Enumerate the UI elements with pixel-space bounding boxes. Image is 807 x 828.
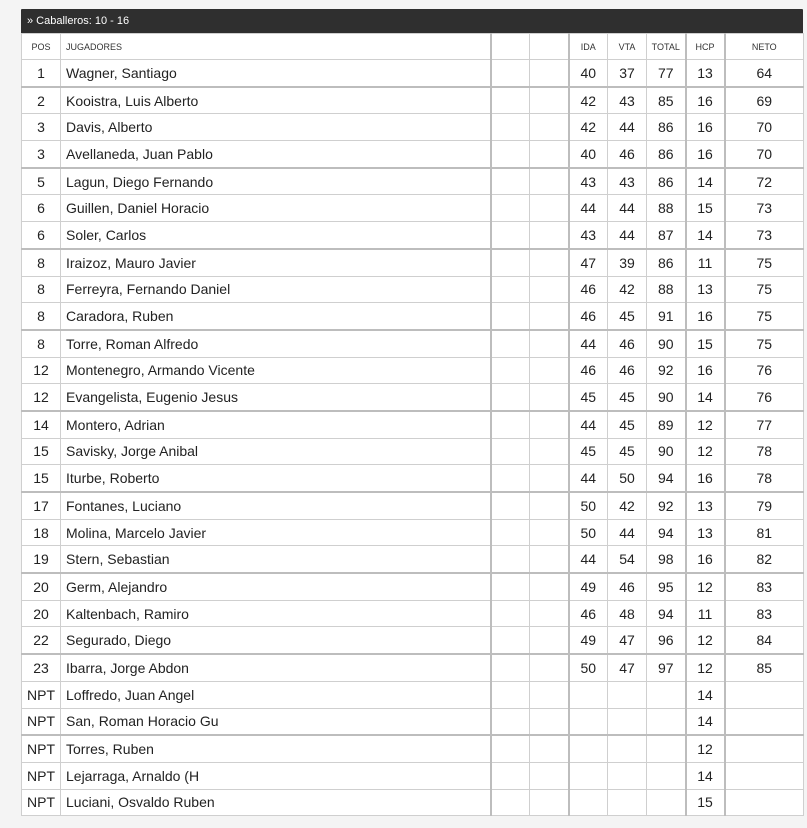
cell-neto: 75 xyxy=(725,249,804,276)
cell-vta: 44 xyxy=(608,519,647,546)
cell-total: 86 xyxy=(647,249,686,276)
cell-neto: 69 xyxy=(725,87,804,114)
cell-total: 97 xyxy=(647,654,686,681)
table-row xyxy=(22,600,804,627)
cell-blank xyxy=(530,195,569,222)
table-row xyxy=(22,465,804,492)
table-row xyxy=(22,708,804,735)
cell-hcp: 13 xyxy=(686,492,725,519)
cell-player-name: Torre, Roman Alfredo xyxy=(61,330,491,357)
cell-blank xyxy=(491,357,530,384)
cell-neto: 85 xyxy=(725,654,804,681)
cell-neto: 78 xyxy=(725,438,804,465)
cell-blank xyxy=(530,627,569,654)
cell-ida: 43 xyxy=(569,168,608,195)
cell-hcp: 14 xyxy=(686,384,725,411)
cell-player-name: Fontanes, Luciano xyxy=(61,492,491,519)
cell-pos: 8 xyxy=(22,276,61,303)
cell-vta: 39 xyxy=(608,249,647,276)
cell-neto: 70 xyxy=(725,141,804,168)
cell-player-name: Soler, Carlos xyxy=(61,222,491,249)
cell-pos: 6 xyxy=(22,195,61,222)
cell-blank xyxy=(491,330,530,357)
cell-neto: 64 xyxy=(725,60,804,87)
cell-pos: 20 xyxy=(22,573,61,600)
cell-neto: 76 xyxy=(725,384,804,411)
cell-blank xyxy=(530,519,569,546)
cell-player-name: Montero, Adrian xyxy=(61,411,491,438)
header-vta: VTA xyxy=(608,34,647,60)
cell-hcp: 15 xyxy=(686,195,725,222)
cell-player-name: Germ, Alejandro xyxy=(61,573,491,600)
header-hcp: HCP xyxy=(686,34,725,60)
cell-pos: 8 xyxy=(22,330,61,357)
cell-player-name: Ferreyra, Fernando Daniel xyxy=(61,276,491,303)
cell-pos: 1 xyxy=(22,60,61,87)
cell-pos: 12 xyxy=(22,357,61,384)
cell-neto xyxy=(725,681,804,708)
cell-hcp: 14 xyxy=(686,168,725,195)
cell-player-name: Iturbe, Roberto xyxy=(61,465,491,492)
header-neto: NETO xyxy=(725,34,804,60)
cell-hcp: 12 xyxy=(686,411,725,438)
table-row xyxy=(22,357,804,384)
header-ida: IDA xyxy=(569,34,608,60)
cell-pos: 8 xyxy=(22,249,61,276)
table-row xyxy=(22,195,804,222)
cell-blank xyxy=(491,60,530,87)
cell-hcp: 12 xyxy=(686,438,725,465)
cell-ida: 46 xyxy=(569,357,608,384)
cell-blank xyxy=(530,330,569,357)
table-row xyxy=(22,519,804,546)
cell-neto: 78 xyxy=(725,465,804,492)
cell-blank xyxy=(530,465,569,492)
table-row xyxy=(22,60,804,87)
cell-player-name: Stern, Sebastian xyxy=(61,546,491,573)
cell-player-name: Evangelista, Eugenio Jesus xyxy=(61,384,491,411)
cell-blank xyxy=(491,735,530,762)
cell-total: 90 xyxy=(647,330,686,357)
cell-total: 89 xyxy=(647,411,686,438)
cell-total xyxy=(647,681,686,708)
cell-pos: NPT xyxy=(22,735,61,762)
cell-pos: 2 xyxy=(22,87,61,114)
cell-hcp: 16 xyxy=(686,357,725,384)
cell-total xyxy=(647,762,686,789)
cell-total: 86 xyxy=(647,168,686,195)
cell-blank xyxy=(530,303,569,330)
table-row xyxy=(22,384,804,411)
cell-player-name: Kooistra, Luis Alberto xyxy=(61,87,491,114)
table-header xyxy=(22,34,804,60)
table-row xyxy=(22,762,804,789)
leaderboard-table xyxy=(21,33,804,816)
cell-pos: 12 xyxy=(22,384,61,411)
cell-ida: 49 xyxy=(569,573,608,600)
cell-blank xyxy=(530,789,569,816)
cell-total: 90 xyxy=(647,438,686,465)
cell-neto: 76 xyxy=(725,357,804,384)
table-row xyxy=(22,276,804,303)
cell-pos: 6 xyxy=(22,222,61,249)
cell-hcp: 12 xyxy=(686,735,725,762)
cell-total: 88 xyxy=(647,276,686,303)
cell-pos: NPT xyxy=(22,762,61,789)
cell-vta: 42 xyxy=(608,492,647,519)
cell-vta: 46 xyxy=(608,357,647,384)
header-jugadores: JUGADORES xyxy=(61,34,491,60)
cell-ida: 40 xyxy=(569,60,608,87)
cell-player-name: Wagner, Santiago xyxy=(61,60,491,87)
cell-blank xyxy=(491,222,530,249)
cell-player-name: Loffredo, Juan Angel xyxy=(61,681,491,708)
cell-vta: 43 xyxy=(608,168,647,195)
cell-neto: 83 xyxy=(725,573,804,600)
cell-pos: NPT xyxy=(22,681,61,708)
table-row xyxy=(22,681,804,708)
cell-pos: 8 xyxy=(22,303,61,330)
cell-blank xyxy=(491,681,530,708)
cell-blank xyxy=(530,114,569,141)
cell-hcp: 13 xyxy=(686,60,725,87)
cell-pos: 18 xyxy=(22,519,61,546)
cell-blank xyxy=(491,654,530,681)
table-row xyxy=(22,492,804,519)
table-row xyxy=(22,789,804,816)
cell-ida xyxy=(569,789,608,816)
cell-ida xyxy=(569,681,608,708)
cell-blank xyxy=(530,411,569,438)
cell-player-name: Caradora, Ruben xyxy=(61,303,491,330)
cell-vta: 44 xyxy=(608,195,647,222)
cell-player-name: Iraizoz, Mauro Javier xyxy=(61,249,491,276)
cell-blank xyxy=(530,654,569,681)
cell-ida: 46 xyxy=(569,600,608,627)
cell-hcp: 11 xyxy=(686,249,725,276)
cell-hcp: 14 xyxy=(686,681,725,708)
cell-vta xyxy=(608,708,647,735)
cell-blank xyxy=(530,141,569,168)
cell-blank xyxy=(530,384,569,411)
cell-ida: 46 xyxy=(569,303,608,330)
cell-vta: 47 xyxy=(608,654,647,681)
cell-blank xyxy=(530,492,569,519)
cell-vta: 46 xyxy=(608,573,647,600)
cell-vta: 45 xyxy=(608,303,647,330)
cell-hcp: 16 xyxy=(686,114,725,141)
cell-total xyxy=(647,735,686,762)
cell-vta: 42 xyxy=(608,276,647,303)
cell-vta xyxy=(608,735,647,762)
cell-pos: 15 xyxy=(22,465,61,492)
results-panel xyxy=(21,9,803,816)
cell-blank xyxy=(491,627,530,654)
cell-vta: 48 xyxy=(608,600,647,627)
cell-hcp: 16 xyxy=(686,303,725,330)
category-title: » Caballeros: 10 - 16 xyxy=(21,9,803,33)
table-row xyxy=(22,411,804,438)
cell-pos: NPT xyxy=(22,708,61,735)
cell-blank xyxy=(491,384,530,411)
cell-pos: 17 xyxy=(22,492,61,519)
cell-blank xyxy=(491,87,530,114)
cell-blank xyxy=(530,735,569,762)
cell-player-name: Savisky, Jorge Anibal xyxy=(61,438,491,465)
cell-blank xyxy=(530,276,569,303)
cell-ida xyxy=(569,708,608,735)
cell-ida: 50 xyxy=(569,492,608,519)
cell-player-name: Kaltenbach, Ramiro xyxy=(61,600,491,627)
cell-ida: 50 xyxy=(569,654,608,681)
cell-hcp: 12 xyxy=(686,654,725,681)
cell-total xyxy=(647,708,686,735)
cell-hcp: 14 xyxy=(686,708,725,735)
cell-neto xyxy=(725,789,804,816)
cell-blank xyxy=(491,195,530,222)
cell-ida: 44 xyxy=(569,411,608,438)
table-row xyxy=(22,114,804,141)
cell-hcp: 12 xyxy=(686,627,725,654)
cell-blank xyxy=(530,168,569,195)
cell-player-name: Ibarra, Jorge Abdon xyxy=(61,654,491,681)
cell-neto: 79 xyxy=(725,492,804,519)
cell-pos: 23 xyxy=(22,654,61,681)
cell-ida: 44 xyxy=(569,330,608,357)
cell-pos: 22 xyxy=(22,627,61,654)
table-row xyxy=(22,654,804,681)
cell-blank xyxy=(530,87,569,114)
cell-blank xyxy=(530,681,569,708)
cell-vta: 37 xyxy=(608,60,647,87)
cell-total: 98 xyxy=(647,546,686,573)
cell-player-name: Luciani, Osvaldo Ruben xyxy=(61,789,491,816)
cell-ida xyxy=(569,762,608,789)
cell-pos: 14 xyxy=(22,411,61,438)
cell-ida: 44 xyxy=(569,546,608,573)
cell-ida xyxy=(569,735,608,762)
cell-total: 77 xyxy=(647,60,686,87)
cell-ida: 46 xyxy=(569,276,608,303)
cell-blank xyxy=(491,438,530,465)
cell-vta: 44 xyxy=(608,114,647,141)
cell-neto: 83 xyxy=(725,600,804,627)
cell-blank xyxy=(491,573,530,600)
table-row xyxy=(22,573,804,600)
cell-total: 87 xyxy=(647,222,686,249)
cell-blank xyxy=(491,519,530,546)
cell-ida: 49 xyxy=(569,627,608,654)
cell-total: 86 xyxy=(647,114,686,141)
table-row xyxy=(22,627,804,654)
table-row xyxy=(22,546,804,573)
cell-blank xyxy=(530,546,569,573)
cell-total: 94 xyxy=(647,519,686,546)
cell-vta: 46 xyxy=(608,141,647,168)
cell-hcp: 12 xyxy=(686,573,725,600)
cell-hcp: 16 xyxy=(686,465,725,492)
cell-vta: 54 xyxy=(608,546,647,573)
cell-ida: 45 xyxy=(569,384,608,411)
header-blank-2 xyxy=(530,34,569,60)
cell-pos: 3 xyxy=(22,114,61,141)
cell-neto: 82 xyxy=(725,546,804,573)
cell-player-name: Molina, Marcelo Javier xyxy=(61,519,491,546)
table-row xyxy=(22,330,804,357)
table-row xyxy=(22,141,804,168)
cell-vta: 45 xyxy=(608,384,647,411)
cell-blank xyxy=(491,600,530,627)
cell-blank xyxy=(530,222,569,249)
cell-blank xyxy=(491,141,530,168)
cell-pos: 19 xyxy=(22,546,61,573)
cell-total: 85 xyxy=(647,87,686,114)
cell-blank xyxy=(491,708,530,735)
cell-blank xyxy=(491,546,530,573)
cell-blank xyxy=(530,708,569,735)
cell-total: 88 xyxy=(647,195,686,222)
cell-player-name: San, Roman Horacio Gu xyxy=(61,708,491,735)
cell-neto: 84 xyxy=(725,627,804,654)
cell-vta xyxy=(608,789,647,816)
cell-blank xyxy=(491,303,530,330)
cell-blank xyxy=(530,438,569,465)
cell-hcp: 13 xyxy=(686,276,725,303)
cell-vta: 44 xyxy=(608,222,647,249)
cell-neto: 70 xyxy=(725,114,804,141)
cell-hcp: 14 xyxy=(686,222,725,249)
cell-neto xyxy=(725,735,804,762)
cell-player-name: Avellaneda, Juan Pablo xyxy=(61,141,491,168)
cell-player-name: Guillen, Daniel Horacio xyxy=(61,195,491,222)
cell-hcp: 13 xyxy=(686,519,725,546)
cell-player-name: Lejarraga, Arnaldo (H xyxy=(61,762,491,789)
cell-hcp: 15 xyxy=(686,789,725,816)
cell-neto xyxy=(725,762,804,789)
cell-player-name: Segurado, Diego xyxy=(61,627,491,654)
cell-neto: 73 xyxy=(725,195,804,222)
table-row xyxy=(22,438,804,465)
table-row xyxy=(22,87,804,114)
cell-blank xyxy=(530,573,569,600)
header-blank-1 xyxy=(491,34,530,60)
cell-vta: 50 xyxy=(608,465,647,492)
cell-vta: 45 xyxy=(608,438,647,465)
cell-hcp: 14 xyxy=(686,762,725,789)
cell-hcp: 16 xyxy=(686,87,725,114)
cell-total: 92 xyxy=(647,492,686,519)
cell-blank xyxy=(491,114,530,141)
cell-vta: 45 xyxy=(608,411,647,438)
cell-vta: 46 xyxy=(608,330,647,357)
cell-neto: 75 xyxy=(725,330,804,357)
cell-pos: 3 xyxy=(22,141,61,168)
cell-blank xyxy=(530,762,569,789)
cell-total: 94 xyxy=(647,465,686,492)
cell-ida: 43 xyxy=(569,222,608,249)
cell-pos: 5 xyxy=(22,168,61,195)
cell-player-name: Torres, Ruben xyxy=(61,735,491,762)
cell-vta: 47 xyxy=(608,627,647,654)
cell-pos: NPT xyxy=(22,789,61,816)
cell-total: 91 xyxy=(647,303,686,330)
cell-hcp: 16 xyxy=(686,546,725,573)
cell-blank xyxy=(491,492,530,519)
cell-neto xyxy=(725,708,804,735)
cell-player-name: Montenegro, Armando Vicente xyxy=(61,357,491,384)
cell-total: 92 xyxy=(647,357,686,384)
cell-hcp: 11 xyxy=(686,600,725,627)
cell-blank xyxy=(530,249,569,276)
header-total: TOTAL xyxy=(647,34,686,60)
table-row xyxy=(22,735,804,762)
cell-pos: 15 xyxy=(22,438,61,465)
cell-ida: 44 xyxy=(569,195,608,222)
cell-blank xyxy=(491,789,530,816)
cell-neto: 72 xyxy=(725,168,804,195)
table-row xyxy=(22,249,804,276)
cell-blank xyxy=(491,168,530,195)
header-pos: POS xyxy=(22,34,61,60)
cell-vta xyxy=(608,762,647,789)
cell-blank xyxy=(491,465,530,492)
cell-neto: 75 xyxy=(725,276,804,303)
cell-blank xyxy=(491,762,530,789)
cell-total: 86 xyxy=(647,141,686,168)
cell-ida: 47 xyxy=(569,249,608,276)
cell-ida: 45 xyxy=(569,438,608,465)
cell-total: 96 xyxy=(647,627,686,654)
cell-neto: 81 xyxy=(725,519,804,546)
cell-ida: 42 xyxy=(569,87,608,114)
cell-blank xyxy=(491,276,530,303)
cell-neto: 73 xyxy=(725,222,804,249)
cell-blank xyxy=(530,60,569,87)
cell-ida: 42 xyxy=(569,114,608,141)
cell-blank xyxy=(530,357,569,384)
cell-vta xyxy=(608,681,647,708)
cell-player-name: Davis, Alberto xyxy=(61,114,491,141)
cell-vta: 43 xyxy=(608,87,647,114)
cell-total: 95 xyxy=(647,573,686,600)
cell-neto: 75 xyxy=(725,303,804,330)
cell-player-name: Lagun, Diego Fernando xyxy=(61,168,491,195)
table-row xyxy=(22,303,804,330)
table-body xyxy=(22,60,804,816)
table-row xyxy=(22,168,804,195)
cell-neto: 77 xyxy=(725,411,804,438)
cell-blank xyxy=(491,249,530,276)
cell-ida: 44 xyxy=(569,465,608,492)
table-row xyxy=(22,222,804,249)
cell-total: 94 xyxy=(647,600,686,627)
cell-hcp: 16 xyxy=(686,141,725,168)
cell-hcp: 15 xyxy=(686,330,725,357)
cell-total: 90 xyxy=(647,384,686,411)
cell-total xyxy=(647,789,686,816)
cell-blank xyxy=(530,600,569,627)
cell-ida: 50 xyxy=(569,519,608,546)
cell-pos: 20 xyxy=(22,600,61,627)
cell-blank xyxy=(491,411,530,438)
cell-ida: 40 xyxy=(569,141,608,168)
